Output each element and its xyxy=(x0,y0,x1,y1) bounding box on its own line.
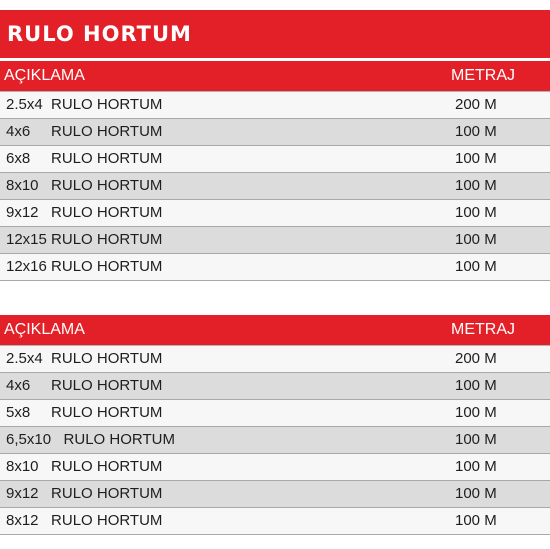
length-cell: 100 M xyxy=(455,377,497,394)
table-row xyxy=(0,508,550,535)
table-row xyxy=(0,146,550,173)
description-cell: 9x12 RULO HORTUM xyxy=(6,485,163,502)
length-column-header: METRAJ xyxy=(451,321,515,338)
length-cell: 100 M xyxy=(455,231,497,248)
table-row xyxy=(0,346,550,373)
description-cell: 8x10 RULO HORTUM xyxy=(6,177,163,194)
length-column-header: METRAJ xyxy=(451,67,515,84)
description-cell: 2.5x4 RULO HORTUM xyxy=(6,96,163,113)
table-row xyxy=(0,119,550,146)
table-row xyxy=(0,227,550,254)
table-row xyxy=(0,373,550,400)
length-cell: 100 M xyxy=(455,123,497,140)
length-cell: 100 M xyxy=(455,485,497,502)
length-cell: 100 M xyxy=(455,458,497,475)
table-row xyxy=(0,427,550,454)
length-cell: 100 M xyxy=(455,177,497,194)
page-title: RULO HORTUM xyxy=(0,10,550,58)
product-table-1 xyxy=(0,61,550,281)
description-column-header: AÇIKLAMA xyxy=(4,67,85,84)
table-header xyxy=(0,315,550,346)
table-row xyxy=(0,454,550,481)
description-cell: 12x16 RULO HORTUM xyxy=(6,258,163,275)
description-cell: 2.5x4 RULO HORTUM xyxy=(6,350,163,367)
table-spacer xyxy=(0,283,550,315)
description-cell: 6x8 RULO HORTUM xyxy=(6,150,163,167)
length-cell: 100 M xyxy=(455,431,497,448)
length-cell: 100 M xyxy=(455,512,497,529)
table-row xyxy=(0,200,550,227)
description-cell: 8x10 RULO HORTUM xyxy=(6,458,163,475)
description-cell: 4x6 RULO HORTUM xyxy=(6,123,163,140)
length-cell: 200 M xyxy=(455,96,497,113)
description-cell: 12x15 RULO HORTUM xyxy=(6,231,163,248)
table-row xyxy=(0,92,550,119)
description-cell: 6,5x10 RULO HORTUM xyxy=(6,431,175,448)
table-header xyxy=(0,61,550,92)
table-row xyxy=(0,400,550,427)
table-row xyxy=(0,254,550,281)
length-cell: 200 M xyxy=(455,350,497,367)
product-table-2 xyxy=(0,315,550,535)
table-row xyxy=(0,173,550,200)
length-cell: 100 M xyxy=(455,404,497,421)
description-cell: 4x6 RULO HORTUM xyxy=(6,377,163,394)
description-cell: 8x12 RULO HORTUM xyxy=(6,512,163,529)
table-row xyxy=(0,481,550,508)
description-column-header: AÇIKLAMA xyxy=(4,321,85,338)
length-cell: 100 M xyxy=(455,204,497,221)
description-cell: 5x8 RULO HORTUM xyxy=(6,404,163,421)
description-cell: 9x12 RULO HORTUM xyxy=(6,204,163,221)
length-cell: 100 M xyxy=(455,258,497,275)
length-cell: 100 M xyxy=(455,150,497,167)
